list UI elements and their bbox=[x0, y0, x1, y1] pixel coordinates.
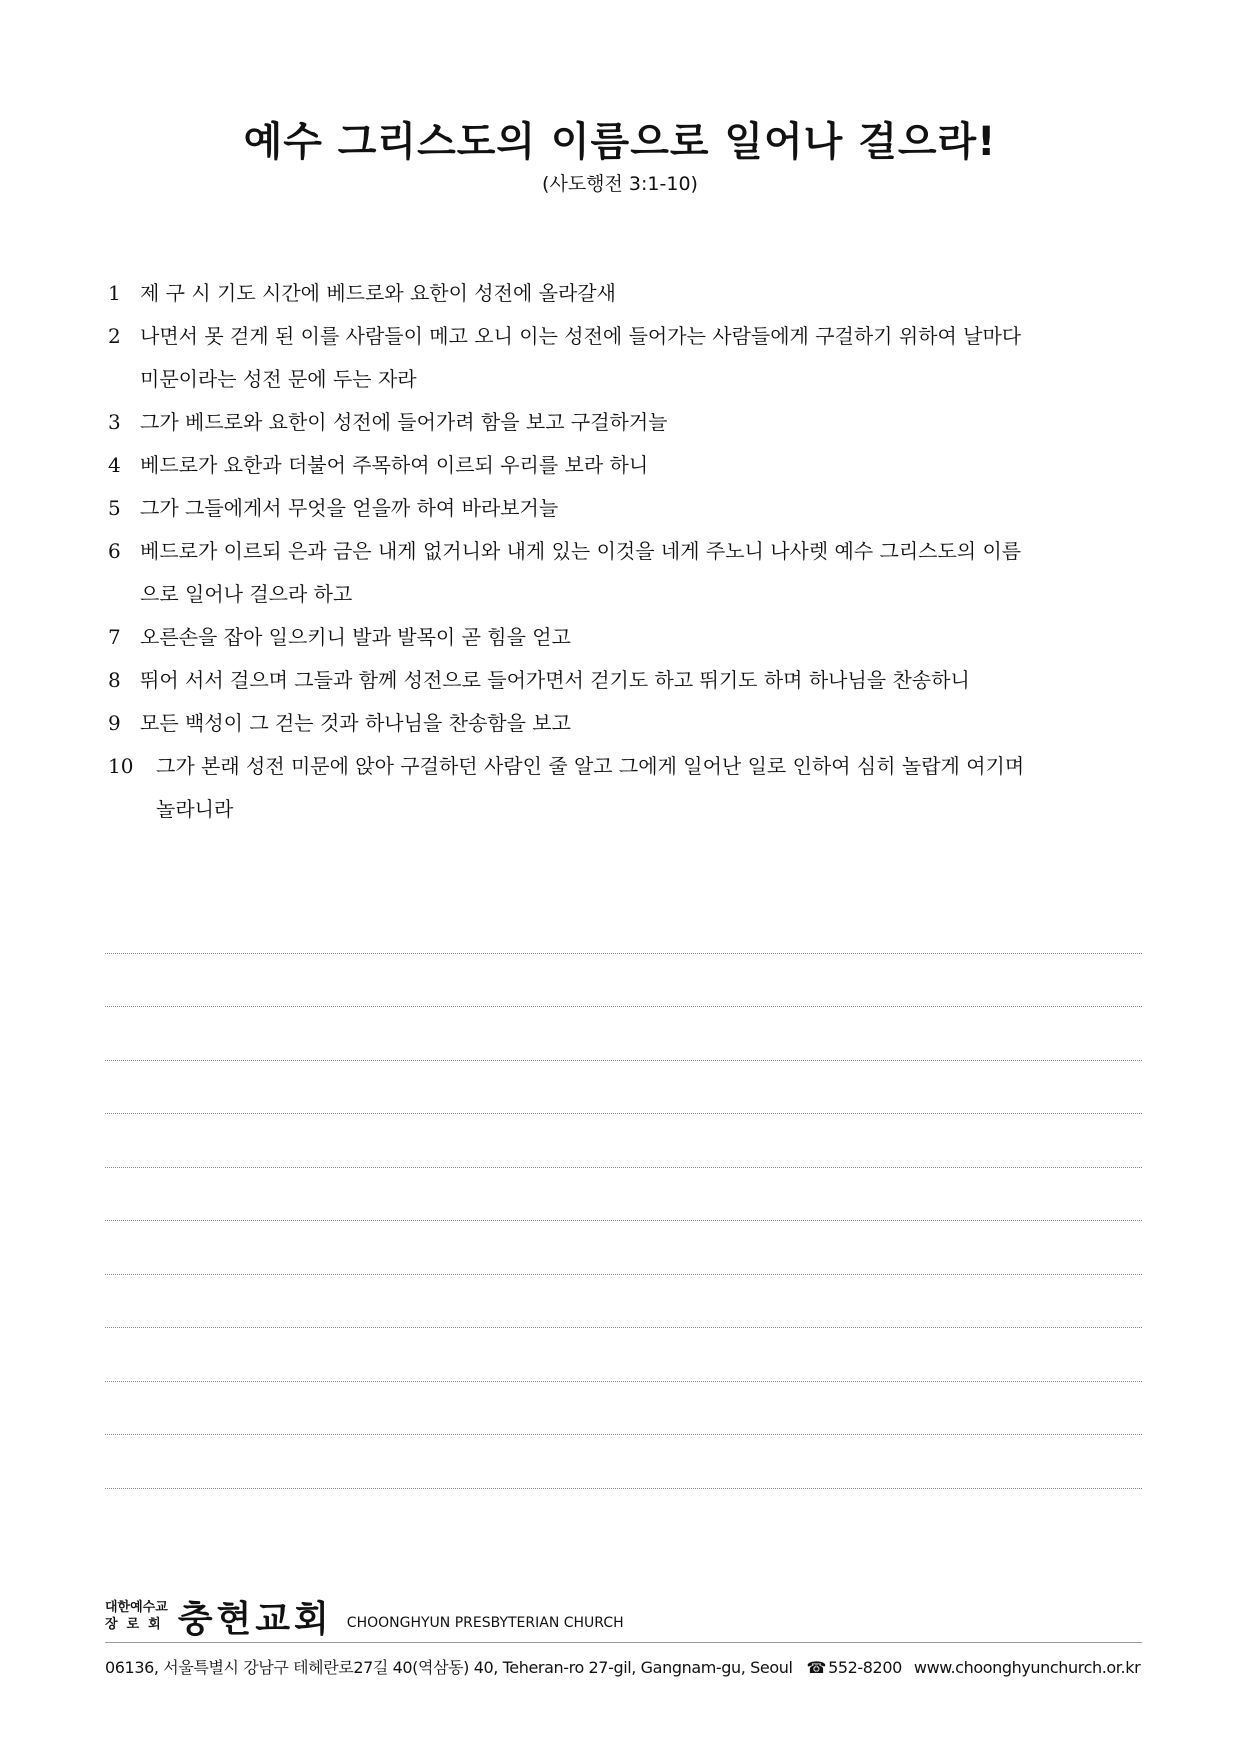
writing-line[interactable] bbox=[105, 1275, 1142, 1329]
verse-text-continued: 놀라니라 bbox=[156, 797, 234, 821]
verse-text-continued: 으로 일어나 걸으라 하고 bbox=[140, 582, 353, 606]
verse-6 bbox=[108, 530, 1148, 573]
verse-number: 10 bbox=[108, 754, 134, 778]
verse-text: 베드로가 요한과 더불어 주목하여 이르되 우리를 보라 하니 bbox=[140, 453, 649, 477]
verse-text: 그가 그들에게서 무엇을 얻을까 하여 바라보거늘 bbox=[140, 496, 559, 520]
verse-text: 모든 백성이 그 걷는 것과 하나님을 찬송함을 보고 bbox=[140, 711, 571, 735]
verse-5 bbox=[108, 487, 1148, 530]
verse-text: 제 구 시 기도 시간에 베드로와 요한이 성전에 올라갈새 bbox=[140, 281, 616, 305]
verse-7 bbox=[108, 616, 1148, 659]
verse-number: 3 bbox=[108, 410, 121, 434]
writing-area[interactable] bbox=[105, 900, 1142, 1489]
verse-number: 1 bbox=[108, 281, 121, 305]
verse-number: 7 bbox=[108, 625, 121, 649]
verse-text: 그가 본래 성전 미문에 앉아 구걸하던 사람인 줄 알고 그에게 일어난 일로 인하여 심히 놀랍게 여기며 bbox=[156, 754, 1025, 778]
writing-line[interactable] bbox=[105, 1061, 1142, 1115]
verse-6-continued bbox=[108, 573, 1148, 616]
page-title: 예수 그리스도의 이름으로 일어나 걸으라! bbox=[243, 119, 997, 165]
verse-2 bbox=[108, 315, 1148, 358]
writing-line[interactable] bbox=[105, 1435, 1142, 1489]
verse-number: 2 bbox=[108, 324, 121, 348]
verse-text: 뛰어 서서 걸으며 그들과 함께 성전으로 들어가면서 걷기도 하고 뛰기도 하며 하나님을 찬송하니 bbox=[140, 668, 970, 692]
footer bbox=[105, 1590, 1142, 1678]
writing-line[interactable] bbox=[105, 1382, 1142, 1436]
writing-line[interactable] bbox=[105, 1221, 1142, 1275]
writing-line[interactable] bbox=[105, 1114, 1142, 1168]
verse-text: 나면서 못 걷게 된 이를 사람들이 메고 오니 이는 성전에 들어가는 사람들에게 구걸하기 위하여 날마다 bbox=[140, 324, 1022, 348]
verse-10 bbox=[108, 745, 1148, 788]
verse-text: 베드로가 이르되 은과 금은 내게 없거니와 내게 있는 이것을 네게 주노니 나사렛 예수 그리스도의 이름 bbox=[140, 539, 1022, 563]
verse-text-continued: 미문이라는 성전 문에 두는 자라 bbox=[140, 367, 417, 391]
verse-2-continued bbox=[108, 358, 1148, 401]
verse-number: 8 bbox=[108, 668, 121, 692]
verse-number: 9 bbox=[108, 711, 121, 735]
denomination: 대한예수교 장로회 bbox=[105, 1600, 170, 1632]
verse-1 bbox=[108, 272, 1148, 315]
verse-text: 오른손을 잡아 일으키니 발과 발목이 곧 힘을 얻고 bbox=[140, 625, 571, 649]
church-logo bbox=[105, 1590, 1142, 1643]
verse-9 bbox=[108, 702, 1148, 745]
website-link[interactable]: www.choonghyunchurch.or.kr bbox=[913, 1658, 1141, 1677]
writing-line[interactable] bbox=[105, 1168, 1142, 1222]
writing-line[interactable] bbox=[105, 1328, 1142, 1382]
writing-line[interactable] bbox=[105, 1007, 1142, 1061]
verse-10-continued bbox=[108, 788, 1148, 831]
writing-line[interactable] bbox=[105, 954, 1142, 1008]
phone-icon: ☎ bbox=[806, 1658, 827, 1677]
verse-list bbox=[108, 272, 1148, 831]
verse-text: 그가 베드로와 요한이 성전에 들어가려 함을 보고 구걸하거늘 bbox=[140, 410, 668, 434]
verse-4 bbox=[108, 444, 1148, 487]
verse-3 bbox=[108, 401, 1148, 444]
phone: ☎ 552-8200 bbox=[806, 1658, 902, 1677]
address: 06136, 서울특별시 강남구 테헤란로27길 40(역삼동) 40, Teheran-ro 27-gil, Gangnam-gu, Seoul bbox=[105, 1658, 793, 1677]
church-name-english: CHOONGHYUN PRESBYTERIAN CHURCH bbox=[346, 1615, 624, 1631]
church-name: 충현교회 bbox=[177, 1597, 333, 1640]
contact-info bbox=[105, 1643, 1142, 1678]
verse-number: 5 bbox=[108, 496, 121, 520]
verse-number: 4 bbox=[108, 453, 121, 477]
verse-number: 6 bbox=[108, 539, 121, 563]
verse-8 bbox=[108, 659, 1148, 702]
writing-line[interactable] bbox=[105, 900, 1142, 954]
scripture-reference: (사도행전 3:1-10) bbox=[542, 173, 698, 195]
